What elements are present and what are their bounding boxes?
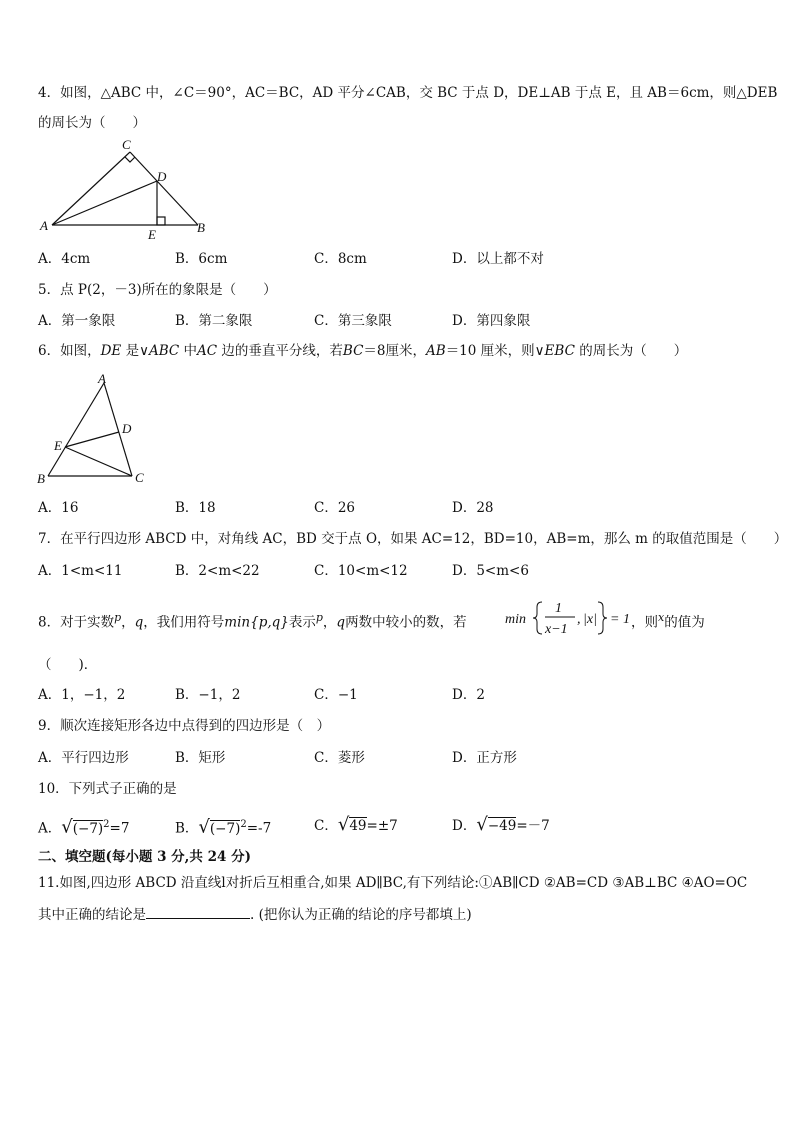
q6-stem: 6．如图，DE 是∨ABC 中AC 边的垂直平分线，若BC＝8厘米，AB＝10 厘米，则∨EBC 的周长为（ ） bbox=[38, 343, 688, 359]
q5-stem: 5．点 P(2，－3)所在的象限是（ ） bbox=[38, 282, 277, 298]
q6-option-a[interactable]: A．16 bbox=[38, 500, 79, 516]
svg-text:= 1: = 1 bbox=[610, 612, 630, 627]
svg-text:,: , bbox=[577, 612, 581, 627]
q5-option-b[interactable]: B．第二象限 bbox=[175, 313, 253, 329]
q4-stem-line1: 4．如图，△ABC 中，∠C＝90°，AC＝BC，AD 平分∠CAB，交 BC 于点 D，DE⊥AB 于点 E，且 AB＝6cm，则△DEB bbox=[38, 85, 778, 101]
svg-text:|x|: |x| bbox=[583, 612, 597, 627]
q10-option-b[interactable]: B．$√(-7)^2=-7$ bbox=[175, 816, 272, 838]
q6-option-d[interactable]: D．28 bbox=[452, 500, 494, 516]
svg-text:min: min bbox=[505, 612, 526, 627]
q8-option-b[interactable]: B．−1，2 bbox=[175, 687, 241, 703]
q4-option-c[interactable]: C．8cm bbox=[314, 251, 367, 267]
q5-option-a[interactable]: A．第一象限 bbox=[38, 313, 116, 329]
q6-label-b: B bbox=[37, 471, 45, 486]
q6-label-e: E bbox=[54, 438, 62, 453]
q8-option-c[interactable]: C．−1 bbox=[314, 687, 358, 703]
q4-label-c: C bbox=[122, 137, 131, 152]
q11-line2: 其中正确的结论是 . (把你认为正确的结论的序号都填上) bbox=[38, 907, 472, 923]
q7-option-b[interactable]: B．2<m<22 bbox=[175, 563, 260, 579]
q6-label-d: D bbox=[122, 421, 132, 436]
q4-label-b: B bbox=[197, 220, 205, 235]
q11-line1: 11.如图,四边形 ABCD 沿直线l对折后互相重合,如果 AD∥BC,有下列结论:①AB∥CD ②AB=CD ③AB⊥BC ④AO=OC bbox=[38, 875, 748, 891]
q8-stem-text: 8．对于实数$^p$，q，我们用符号min{p,q}表示$^p$，q两数中较小的数，若 bbox=[38, 611, 467, 631]
q4-option-a[interactable]: A．4cm bbox=[38, 251, 91, 267]
q11-answer-blank[interactable] bbox=[146, 905, 250, 919]
q10-option-c[interactable]: C．√49=±7 bbox=[314, 814, 398, 835]
q5-option-c[interactable]: C．第三象限 bbox=[314, 313, 392, 329]
q8-option-a[interactable]: A．1，−1，2 bbox=[38, 687, 126, 703]
q8-option-d[interactable]: D．2 bbox=[452, 687, 485, 703]
q6-label-c: C bbox=[135, 470, 144, 485]
q4-option-d[interactable]: D．以上都不对 bbox=[452, 251, 544, 267]
q7-option-a[interactable]: A．1<m<11 bbox=[38, 563, 123, 579]
svg-text:x−1: x−1 bbox=[545, 622, 568, 637]
q7-option-c[interactable]: C．10<m<12 bbox=[314, 563, 408, 579]
q9-option-a[interactable]: A．平行四边形 bbox=[38, 750, 129, 766]
q7-option-d[interactable]: D．5<m<6 bbox=[452, 563, 529, 579]
q4-label-e: E bbox=[148, 227, 156, 242]
q4-figure bbox=[36, 136, 216, 242]
q8-paren: （ )． bbox=[38, 657, 98, 673]
q9-stem: 9．顺次连接矩形各边中点得到的四边形是（ ） bbox=[38, 718, 331, 734]
q10-stem: 10．下列式子正确的是 bbox=[38, 781, 177, 797]
q4-label-a: A bbox=[40, 218, 48, 233]
q10-option-a[interactable]: A．$√(-7)^2=7$ bbox=[38, 816, 130, 838]
q4-option-b[interactable]: B．6cm bbox=[175, 251, 228, 267]
q9-option-d[interactable]: D．正方形 bbox=[452, 750, 517, 766]
q4-stem-line2: 的周长为（ ） bbox=[38, 115, 146, 131]
q6-option-c[interactable]: C．26 bbox=[314, 500, 356, 516]
q8-min-expression bbox=[505, 596, 631, 642]
q9-option-c[interactable]: C．菱形 bbox=[314, 750, 365, 766]
q7-stem: 7．在平行四边形 ABCD 中，对角线 AC，BD 交于点 O，如果 AC=12，BD=10，AB=m，那么 m 的取值范围是（ ） bbox=[38, 531, 788, 547]
q6-figure bbox=[34, 370, 154, 488]
q10-option-d[interactable]: D．√−49=－7 bbox=[452, 814, 550, 835]
q8-stem-end: ，则$^x$的值为 bbox=[631, 611, 705, 631]
q9-option-b[interactable]: B．矩形 bbox=[175, 750, 226, 766]
q5-option-d[interactable]: D．第四象限 bbox=[452, 313, 531, 329]
svg-text:1: 1 bbox=[555, 601, 562, 616]
q6-option-b[interactable]: B．18 bbox=[175, 500, 216, 516]
q6-label-a: A bbox=[98, 371, 106, 386]
section-title: 二、填空题(每小题 3 分,共 24 分) bbox=[38, 849, 251, 865]
q4-label-d: D bbox=[157, 169, 167, 184]
